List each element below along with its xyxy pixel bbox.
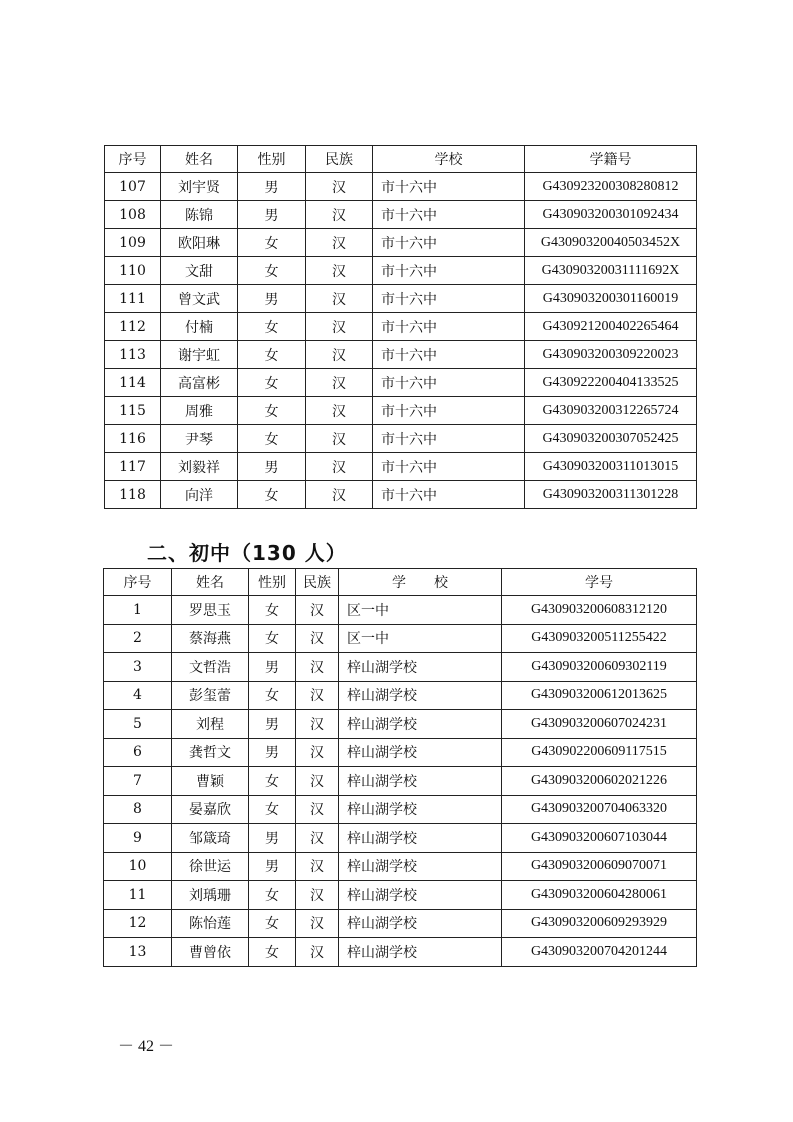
- cell-school: 梓山湖学校: [339, 767, 502, 796]
- cell-gender: 女: [238, 341, 306, 369]
- cell-gender: 女: [238, 481, 306, 509]
- table-row: [104, 909, 697, 938]
- cell-index: 11: [104, 881, 172, 910]
- cell-ethnicity: 汉: [306, 229, 373, 257]
- cell-index: 116: [105, 425, 161, 453]
- cell-ethnicity: 汉: [306, 341, 373, 369]
- cell-student-id: G430903200607103044: [502, 824, 697, 853]
- table-row: [105, 285, 697, 313]
- cell-gender: 女: [249, 938, 296, 967]
- cell-name: 曹曾依: [172, 938, 249, 967]
- cell-student-id: G430903200311013015: [525, 453, 697, 481]
- cell-student-id: G430903200604280061: [502, 881, 697, 910]
- table-row: [105, 425, 697, 453]
- cell-gender: 女: [249, 909, 296, 938]
- cell-ethnicity: 汉: [296, 681, 339, 710]
- cell-name: 刘瑀珊: [172, 881, 249, 910]
- cell-student-id: G430903200612013625: [502, 681, 697, 710]
- cell-student-id: G430923200308280812: [525, 173, 697, 201]
- cell-index: 115: [105, 397, 161, 425]
- cell-school: 市十六中: [373, 425, 525, 453]
- cell-gender: 女: [249, 596, 296, 625]
- cell-index: 5: [104, 710, 172, 739]
- cell-index: 7: [104, 767, 172, 796]
- cell-school: 梓山湖学校: [339, 909, 502, 938]
- header-index: 序号: [105, 146, 161, 173]
- cell-ethnicity: 汉: [296, 938, 339, 967]
- table-row: [104, 710, 697, 739]
- cell-gender: 女: [249, 681, 296, 710]
- cell-student-id: G43090320040503452X: [525, 229, 697, 257]
- cell-student-id: G430903200307052425: [525, 425, 697, 453]
- cell-school: 市十六中: [373, 313, 525, 341]
- table-header-row: [105, 146, 697, 173]
- cell-name: 曾文武: [161, 285, 238, 313]
- cell-gender: 女: [238, 257, 306, 285]
- cell-ethnicity: 汉: [306, 201, 373, 229]
- cell-name: 周雅: [161, 397, 238, 425]
- cell-school: 市十六中: [373, 229, 525, 257]
- cell-index: 6: [104, 738, 172, 767]
- header-gender: 性别: [249, 569, 296, 596]
- cell-school: 市十六中: [373, 201, 525, 229]
- cell-ethnicity: 汉: [296, 881, 339, 910]
- cell-student-id: G430903200608312120: [502, 596, 697, 625]
- cell-index: 112: [105, 313, 161, 341]
- cell-index: 1: [104, 596, 172, 625]
- table-row: [104, 624, 697, 653]
- cell-index: 110: [105, 257, 161, 285]
- cell-student-id: G430903200312265724: [525, 397, 697, 425]
- cell-name: 龚哲文: [172, 738, 249, 767]
- cell-school: 梓山湖学校: [339, 852, 502, 881]
- cell-ethnicity: 汉: [306, 313, 373, 341]
- cell-ethnicity: 汉: [296, 824, 339, 853]
- cell-ethnicity: 汉: [306, 397, 373, 425]
- cell-school: 梓山湖学校: [339, 710, 502, 739]
- cell-student-id: G430921200402265464: [525, 313, 697, 341]
- table-row: [105, 201, 697, 229]
- cell-gender: 男: [249, 738, 296, 767]
- cell-index: 3: [104, 653, 172, 682]
- table-row: [104, 596, 697, 625]
- cell-name: 陈锦: [161, 201, 238, 229]
- header-student-id: 学籍号: [525, 146, 697, 173]
- cell-index: 109: [105, 229, 161, 257]
- cell-name: 陈怡莲: [172, 909, 249, 938]
- cell-student-id: G430903200301092434: [525, 201, 697, 229]
- cell-index: 114: [105, 369, 161, 397]
- cell-ethnicity: 汉: [306, 425, 373, 453]
- cell-name: 谢宇虹: [161, 341, 238, 369]
- cell-student-id: G43090320031111692X: [525, 257, 697, 285]
- cell-name: 曹颖: [172, 767, 249, 796]
- cell-student-id: G430903200704201244: [502, 938, 697, 967]
- cell-student-id: G430903200602021226: [502, 767, 697, 796]
- table-row: [104, 881, 697, 910]
- cell-name: 向洋: [161, 481, 238, 509]
- cell-ethnicity: 汉: [306, 257, 373, 285]
- table-header-row: [104, 569, 697, 596]
- table-row: [104, 824, 697, 853]
- page-number: － 42 －: [118, 1038, 175, 1055]
- cell-name: 付楠: [161, 313, 238, 341]
- cell-gender: 女: [249, 795, 296, 824]
- cell-index: 113: [105, 341, 161, 369]
- cell-ethnicity: 汉: [306, 173, 373, 201]
- cell-ethnicity: 汉: [296, 624, 339, 653]
- cell-student-id: G430903200607024231: [502, 710, 697, 739]
- table-row: [104, 681, 697, 710]
- cell-school: 市十六中: [373, 453, 525, 481]
- cell-ethnicity: 汉: [306, 481, 373, 509]
- cell-index: 107: [105, 173, 161, 201]
- cell-ethnicity: 汉: [296, 795, 339, 824]
- cell-gender: 男: [249, 710, 296, 739]
- header-ethnicity: 民族: [296, 569, 339, 596]
- table-row: [104, 738, 697, 767]
- cell-ethnicity: 汉: [306, 369, 373, 397]
- cell-student-id: G430903200609302119: [502, 653, 697, 682]
- table-row: [104, 938, 697, 967]
- cell-gender: 男: [249, 824, 296, 853]
- cell-school: 区一中: [339, 624, 502, 653]
- cell-gender: 男: [249, 653, 296, 682]
- table-row: [104, 767, 697, 796]
- cell-school: 市十六中: [373, 397, 525, 425]
- table-row: [105, 453, 697, 481]
- cell-gender: 女: [238, 397, 306, 425]
- student-table-junior: [103, 568, 697, 967]
- cell-student-id: G430903200311301228: [525, 481, 697, 509]
- cell-ethnicity: 汉: [296, 596, 339, 625]
- table-row: [105, 313, 697, 341]
- cell-name: 刘程: [172, 710, 249, 739]
- table-row: [104, 852, 697, 881]
- cell-gender: 男: [238, 285, 306, 313]
- cell-student-id: G430903200609070071: [502, 852, 697, 881]
- cell-name: 彭玺蕾: [172, 681, 249, 710]
- cell-ethnicity: 汉: [306, 453, 373, 481]
- student-table-senior: [104, 145, 697, 509]
- cell-index: 9: [104, 824, 172, 853]
- header-name: 姓名: [161, 146, 238, 173]
- cell-index: 10: [104, 852, 172, 881]
- cell-name: 邹箴琦: [172, 824, 249, 853]
- header-student-id: 学号: [502, 569, 697, 596]
- cell-ethnicity: 汉: [296, 852, 339, 881]
- cell-gender: 女: [238, 313, 306, 341]
- cell-student-id: G430903200704063320: [502, 795, 697, 824]
- cell-index: 13: [104, 938, 172, 967]
- cell-school: 市十六中: [373, 173, 525, 201]
- cell-ethnicity: 汉: [296, 909, 339, 938]
- cell-name: 罗思玉: [172, 596, 249, 625]
- cell-name: 刘毅祥: [161, 453, 238, 481]
- cell-school: 梓山湖学校: [339, 881, 502, 910]
- header-school: 学 校: [339, 569, 502, 596]
- table-row: [105, 229, 697, 257]
- cell-school: 梓山湖学校: [339, 824, 502, 853]
- header-gender: 性别: [238, 146, 306, 173]
- cell-gender: 女: [249, 624, 296, 653]
- table-row: [105, 397, 697, 425]
- cell-gender: 女: [249, 767, 296, 796]
- cell-name: 文甜: [161, 257, 238, 285]
- table-row: [105, 173, 697, 201]
- cell-student-id: G430903200309220023: [525, 341, 697, 369]
- cell-gender: 男: [238, 173, 306, 201]
- cell-index: 111: [105, 285, 161, 313]
- table-row: [105, 369, 697, 397]
- cell-index: 108: [105, 201, 161, 229]
- header-ethnicity: 民族: [306, 146, 373, 173]
- header-index: 序号: [104, 569, 172, 596]
- cell-index: 8: [104, 795, 172, 824]
- cell-student-id: G430903200301160019: [525, 285, 697, 313]
- cell-gender: 男: [238, 453, 306, 481]
- table-row: [105, 257, 697, 285]
- cell-gender: 女: [249, 881, 296, 910]
- cell-index: 4: [104, 681, 172, 710]
- cell-ethnicity: 汉: [296, 710, 339, 739]
- cell-name: 徐世运: [172, 852, 249, 881]
- cell-student-id: G430903200511255422: [502, 624, 697, 653]
- cell-name: 文哲浩: [172, 653, 249, 682]
- cell-name: 欧阳琳: [161, 229, 238, 257]
- cell-school: 梓山湖学校: [339, 795, 502, 824]
- cell-school: 市十六中: [373, 481, 525, 509]
- cell-gender: 男: [238, 201, 306, 229]
- table-row: [105, 341, 697, 369]
- table-row: [104, 653, 697, 682]
- cell-gender: 男: [249, 852, 296, 881]
- cell-name: 蔡海燕: [172, 624, 249, 653]
- cell-gender: 女: [238, 425, 306, 453]
- cell-school: 市十六中: [373, 341, 525, 369]
- cell-index: 2: [104, 624, 172, 653]
- cell-school: 梓山湖学校: [339, 938, 502, 967]
- cell-school: 梓山湖学校: [339, 738, 502, 767]
- cell-name: 刘宇贤: [161, 173, 238, 201]
- cell-student-id: G430922200404133525: [525, 369, 697, 397]
- cell-name: 尹琴: [161, 425, 238, 453]
- cell-gender: 女: [238, 369, 306, 397]
- cell-school: 市十六中: [373, 257, 525, 285]
- header-name: 姓名: [172, 569, 249, 596]
- cell-ethnicity: 汉: [296, 767, 339, 796]
- cell-school: 市十六中: [373, 369, 525, 397]
- cell-index: 117: [105, 453, 161, 481]
- section-heading-junior: 二、初中（130 人）: [147, 541, 347, 565]
- cell-name: 高富彬: [161, 369, 238, 397]
- cell-name: 晏嘉欣: [172, 795, 249, 824]
- cell-school: 梓山湖学校: [339, 653, 502, 682]
- cell-index: 12: [104, 909, 172, 938]
- table-row: [105, 481, 697, 509]
- cell-ethnicity: 汉: [306, 285, 373, 313]
- cell-school: 梓山湖学校: [339, 681, 502, 710]
- header-school: 学校: [373, 146, 525, 173]
- cell-gender: 女: [238, 229, 306, 257]
- cell-school: 区一中: [339, 596, 502, 625]
- cell-student-id: G430903200609293929: [502, 909, 697, 938]
- cell-ethnicity: 汉: [296, 653, 339, 682]
- cell-student-id: G430902200609117515: [502, 738, 697, 767]
- table-row: [104, 795, 697, 824]
- cell-ethnicity: 汉: [296, 738, 339, 767]
- cell-school: 市十六中: [373, 285, 525, 313]
- cell-index: 118: [105, 481, 161, 509]
